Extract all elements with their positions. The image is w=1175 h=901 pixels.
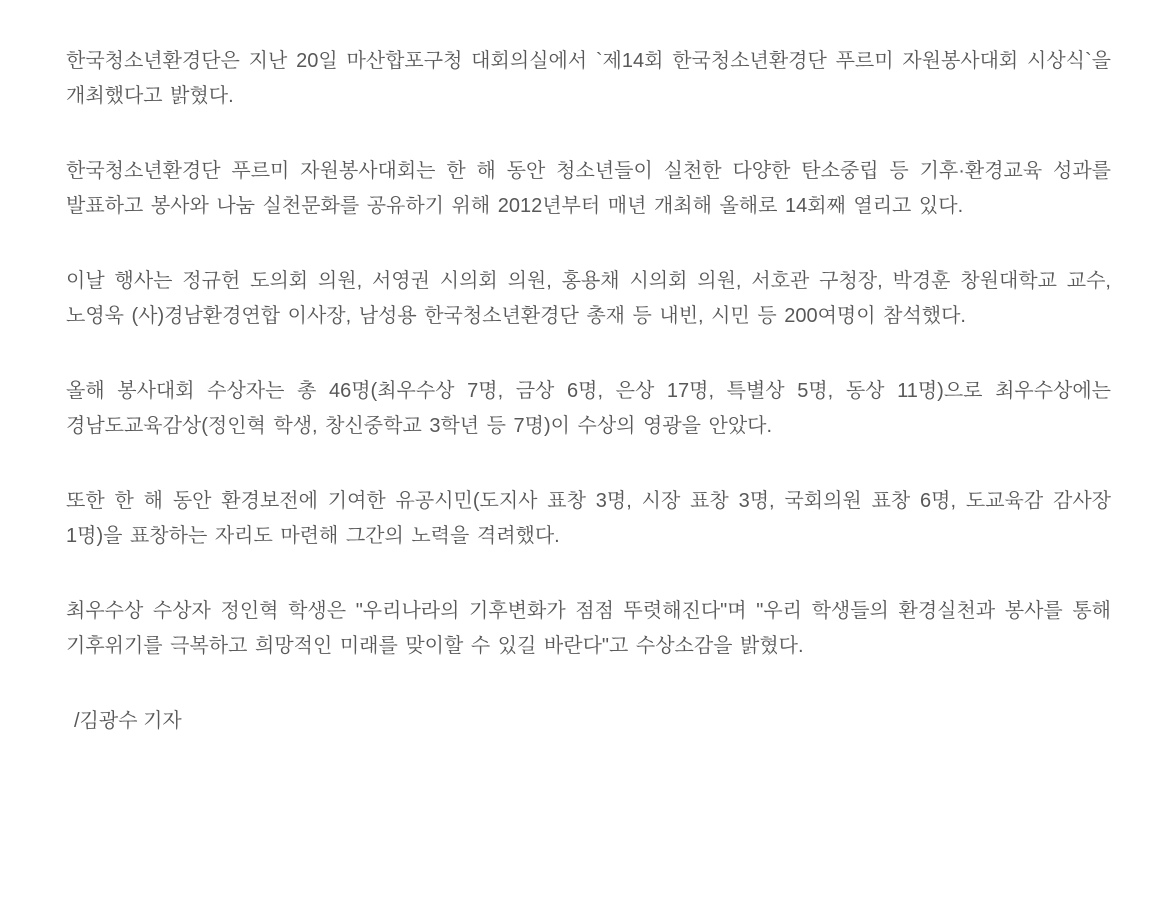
article-paragraph-attendees: 이날 행사는 정규헌 도의회 의원, 서영권 시의회 의원, 홍용채 시의회 의원, 서호관 구청장, 박경훈 창원대학교 교수, 노영욱 (사)경남환경연합 이사장, 남성용 한국청소년환경단 총재 등 내빈, 시민 등 200여명이 참석했다. (66, 270, 1111, 327)
article-paragraph-citizen-awards: 또한 한 해 동안 환경보전에 기여한 유공시민(도지사 표창 3명, 시장 표창 3명, 국회의원 표창 6명, 도교육감 감사장 1명)을 표창하는 자리도 마련해 그간의 노력을 격려했다. (66, 490, 1111, 547)
article-paragraph-quote: 최우수상 수상자 정인혁 학생은 "우리나라의 기후변화가 점점 뚜렷해진다"며 "우리 학생들의 환경실천과 봉사를 통해 기후위기를 극복하고 희망적인 미래를 맞이할 수 있길 바란다"고 수상소감을 밝혔다. (66, 600, 1111, 657)
article-byline: /김광수 기자 (74, 710, 182, 732)
article-paragraph-winners: 올해 봉사대회 수상자는 총 46명(최우수상 7명, 금상 6명, 은상 17명, 특별상 5명, 동상 11명)으로 최우수상에는 경남도교육감상(정인혁 학생, 창신중학교 3학년 등 7명)이 수상의 영광을 안았다. (66, 380, 1111, 437)
article-paragraph-background: 한국청소년환경단 푸르미 자원봉사대회는 한 해 동안 청소년들이 실천한 다양한 탄소중립 등 기후·환경교육 성과를 발표하고 봉사와 나눔 실천문화를 공유하기 위해 2012년부터 매년 개최해 올해로 14회째 열리고 있다. (66, 160, 1111, 217)
article-paragraph-lede: 한국청소년환경단은 지난 20일 마산합포구청 대회의실에서 `제14회 한국청소년환경단 푸르미 자원봉사대회 시상식`을 개최했다고 밝혔다. (66, 50, 1111, 107)
